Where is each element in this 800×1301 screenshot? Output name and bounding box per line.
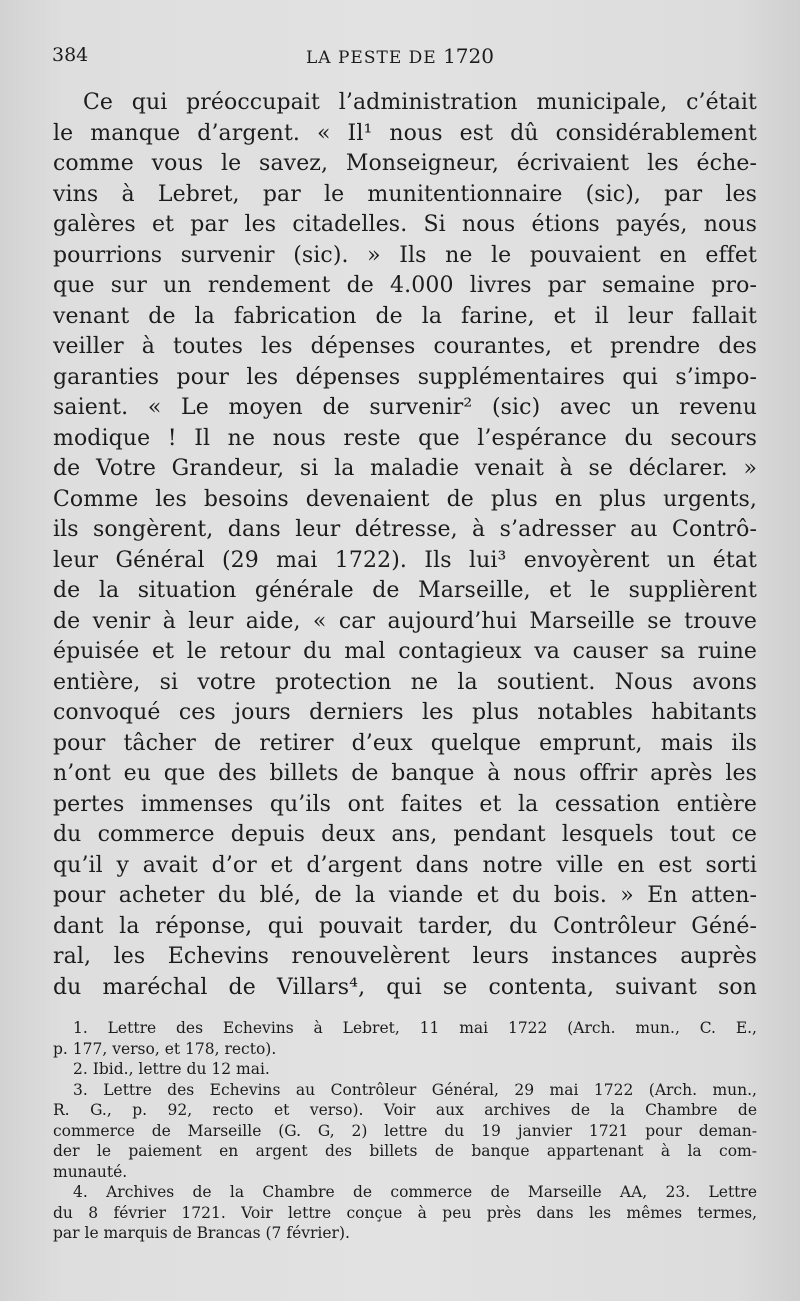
footnote-line: 2. Ibid., lettre du 12 mai. — [73, 1060, 270, 1078]
body-line: venant de la fabrication de la farine, et il leur fallait — [53, 303, 757, 329]
body-line: ils songèrent, dans leur détresse, à s’adresser au Contrô- — [53, 517, 757, 542]
body-line: galères et par les citadelles. Si nous étions payés, nous — [53, 212, 757, 237]
footnote-line: du 8 février 1721. Voir lettre conçue à peu près dans les mêmes termes, — [53, 1203, 757, 1222]
running-head — [52, 44, 748, 70]
body-line: pour acheter du blé, de la viande et du bois. » En atten- — [53, 883, 757, 908]
body-line: saient. « Le moyen de survenir² (sic) avec un revenu — [53, 395, 757, 420]
page-number: 384 — [52, 44, 89, 66]
body-line: pourrions survenir (sic). » Ils ne le pouvaient en effet — [53, 242, 757, 268]
footnote-line: 1. Lettre des Echevins à Lebret, 11 mai 1722 (Arch. mun., C. E., — [73, 1019, 757, 1037]
body-line: de Votre Grandeur, si la maladie venait à se déclarer. » — [53, 456, 757, 481]
footnotes — [53, 1018, 757, 1244]
body-line: convoqué ces jours derniers les plus notables habitants — [53, 700, 757, 725]
footnote-line: par le marquis de Brancas (7 février). — [53, 1224, 350, 1242]
running-title-text: LA PESTE DE — [306, 48, 437, 68]
body-line: veiller à toutes les dépenses courantes, et prendre des — [53, 334, 757, 359]
body-line: épuisée et le retour du mal contagieux va causer sa ruine — [53, 639, 757, 664]
body-line: Comme les besoins devenaient de plus en plus urgents, — [53, 486, 757, 512]
body-line: pertes immenses qu’ils ont faites et la cessation entière — [53, 791, 757, 817]
body-line: leur Général (29 mai 1722). Ils lui³ envoyèrent un état — [53, 547, 757, 573]
running-title — [52, 44, 748, 68]
body-line: de venir à leur aide, « car aujourd’hui Marseille se trouve — [53, 608, 757, 634]
body-text — [53, 88, 757, 1003]
footnote-line: 3. Lettre des Echevins au Contrôleur Général, 29 mai 1722 (Arch. mun., — [73, 1080, 757, 1099]
body-line: pour tâcher de retirer d’eux quelque emprunt, mais ils — [53, 730, 757, 756]
footnote-line: R. G., p. 92, recto et verso). Voir aux archives de la Chambre de — [53, 1101, 757, 1119]
body-line: du commerce depuis deux ans, pendant lesquels tout ce — [53, 822, 757, 847]
body-line: Ce qui préoccupait l’administration municipale, c’était — [83, 90, 757, 115]
footnote-line: p. 177, verso, et 178, recto). — [53, 1039, 277, 1058]
body-line: du maréchal de Villars⁴, qui se contenta, suivant son — [53, 974, 757, 1000]
footnote-line: commerce de Marseille (G. G, 2) lettre du 19 janvier 1721 pour deman- — [53, 1121, 757, 1140]
footnote-line: der le paiement en argent des billets de banque appartenant à la com- — [53, 1142, 757, 1160]
body-line: n’ont eu que des billets de banque à nous offrir après les — [53, 761, 757, 786]
body-line: que sur un rendement de 4.000 livres par semaine pro- — [53, 273, 757, 298]
running-title-year: 1720 — [443, 44, 494, 68]
body-line: entière, si votre protection ne la soutient. Nous avons — [53, 669, 757, 695]
body-line: comme vous le savez, Monseigneur, écrivaient les éche- — [53, 151, 757, 176]
body-line: le manque d’argent. « Il¹ nous est dû considérablement — [53, 120, 757, 146]
body-line: ral, les Echevins renouvelèrent leurs instances auprès — [53, 944, 757, 969]
footnote-line: munauté. — [53, 1162, 128, 1181]
body-line: garanties pour les dépenses supplémentaires qui s’impo- — [53, 364, 757, 390]
footnote-line: 4. Archives de la Chambre de commerce de Marseille AA, 23. Lettre — [73, 1183, 757, 1201]
body-line: dant la réponse, qui pouvait tarder, du Contrôleur Géné- — [53, 913, 757, 939]
body-line: modique ! Il ne nous reste que l’espérance du secours — [53, 425, 757, 451]
body-line: vins à Lebret, par le munitentionnaire (sic), par les — [53, 181, 757, 207]
body-line: de la situation générale de Marseille, et le supplièrent — [53, 578, 757, 603]
body-line: qu’il y avait d’or et d’argent dans notre ville en est sorti — [53, 852, 757, 878]
